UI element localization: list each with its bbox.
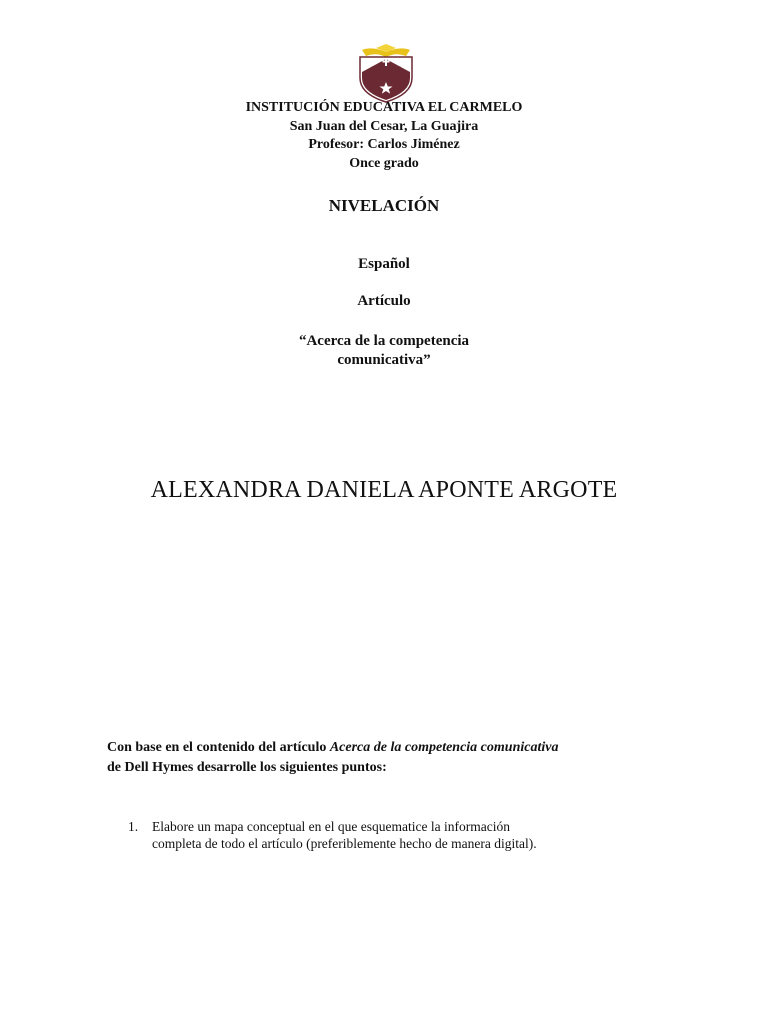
institution-header [0, 99, 768, 173]
institution-location: San Juan del Cesar, La Guajira [289, 118, 479, 134]
task-number: 1. [128, 819, 139, 834]
institution-name: INSTITUCIÓN EDUCATIVA EL CARMELO [245, 100, 523, 115]
article-title-line-1: “Acerca de la competencia [298, 333, 470, 349]
teacher-name: Profesor: Carlos Jiménez [308, 137, 460, 152]
subject-label: Español [358, 256, 410, 272]
article-title-line-2: comunicativa” [337, 352, 431, 368]
instructions-text-end: de Dell Hymes desarrolle los siguientes puntos: [107, 760, 387, 775]
task-text: Elabore un mapa conceptual en el que esquematice la información completa de todo el artículo (preferiblemente hecho de manera digital). [152, 819, 537, 851]
student-name: ALEXANDRA DANIELA APONTE ARGOTE [150, 477, 618, 503]
task-list [128, 818, 548, 852]
article-title [0, 332, 768, 370]
instructions-text-start: Con base en el contenido del artículo [107, 740, 330, 755]
instructions-article-title: Acerca de la competencia comunicativa [329, 740, 559, 755]
instructions-paragraph [107, 738, 567, 778]
grade-label: Once grado [349, 155, 419, 171]
task-item [128, 818, 548, 852]
article-label: Artículo [357, 293, 411, 309]
section-title: NIVELACIÓN [328, 196, 440, 215]
school-crest-icon [354, 44, 418, 104]
